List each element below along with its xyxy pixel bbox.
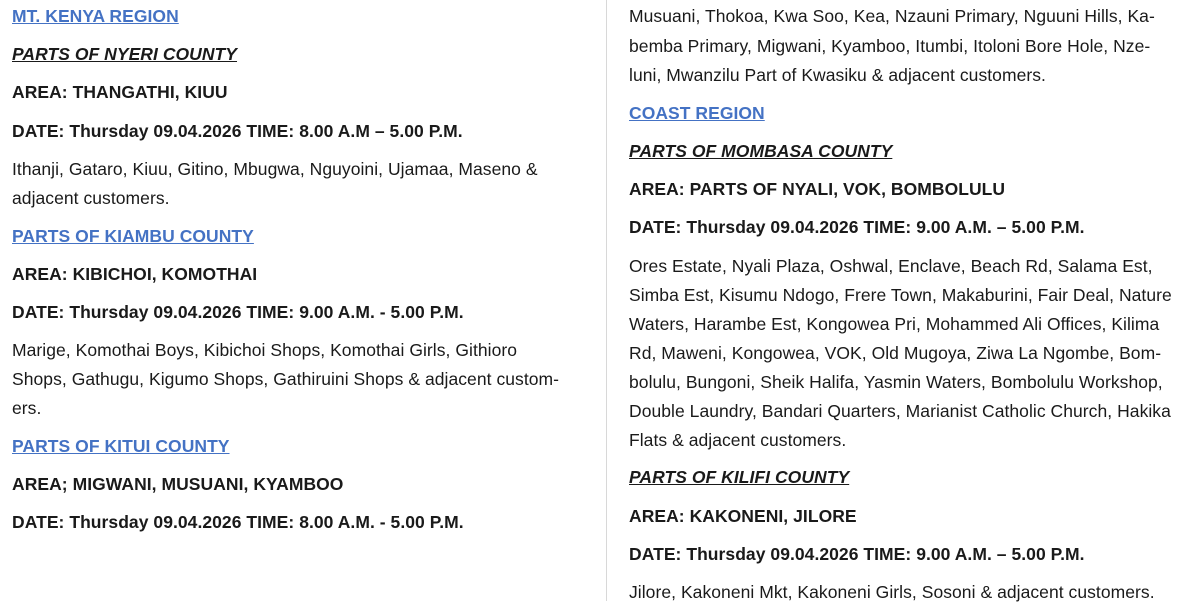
places-line-mombasa: Double Laundry, Bandari Quarters, Marianist Catholic Church, Hakika bbox=[629, 401, 1171, 421]
area-line-kiambu: AREA: KIBICHOI, KOMOTHAI bbox=[12, 264, 258, 284]
date-line-nyeri: DATE: Thursday 09.04.2026 TIME: 8.00 A.M – 5.00 P.M. bbox=[12, 121, 463, 141]
places-line-kiambu: ers. bbox=[12, 398, 42, 418]
places-line-mombasa: Simba Est, Kisumu Ndogo, Frere Town, Makaburini, Fair Deal, Nature bbox=[629, 285, 1172, 305]
date-line-mombasa: DATE: Thursday 09.04.2026 TIME: 9.00 A.M. – 5.00 P.M. bbox=[629, 217, 1085, 237]
places-line-kitui: Musuani, Thokoa, Kwa Soo, Kea, Nzauni Primary, Nguuni Hills, Ka- bbox=[629, 6, 1155, 26]
places-line-kitui: luni, Mwanzilu Part of Kwasiku & adjacent customers. bbox=[629, 65, 1046, 85]
area-line-mombasa: AREA: PARTS OF NYALI, VOK, BOMBOLULU bbox=[629, 179, 1006, 199]
places-line-mombasa: Ores Estate, Nyali Plaza, Oshwal, Enclave, Beach Rd, Salama Est, bbox=[629, 256, 1153, 276]
region-heading-mt-kenya[interactable]: MT. KENYA REGION bbox=[12, 6, 179, 26]
county-heading-mombasa: PARTS OF MOMBASA COUNTY bbox=[629, 141, 893, 161]
region-heading-coast[interactable]: COAST REGION bbox=[629, 103, 765, 123]
places-line-kilifi: Jilore, Kakoneni Mkt, Kakoneni Girls, Sosoni & adjacent customers. bbox=[629, 582, 1155, 602]
area-line-kitui: AREA; MIGWANI, MUSUANI, KYAMBOO bbox=[12, 474, 344, 494]
date-line-kitui: DATE: Thursday 09.04.2026 TIME: 8.00 A.M. - 5.00 P.M. bbox=[12, 512, 464, 532]
county-heading-kitui[interactable]: PARTS OF KITUI COUNTY bbox=[12, 436, 230, 456]
places-line-mombasa: bolulu, Bungoni, Sheik Halifa, Yasmin Waters, Bombolulu Workshop, bbox=[629, 372, 1163, 392]
county-heading-kilifi: PARTS OF KILIFI COUNTY bbox=[629, 467, 850, 487]
places-line-kitui: bemba Primary, Migwani, Kyamboo, Itumbi, Itoloni Bore Hole, Nze- bbox=[629, 36, 1151, 56]
date-line-kiambu: DATE: Thursday 09.04.2026 TIME: 9.00 A.M. - 5.00 P.M. bbox=[12, 302, 464, 322]
places-line-kiambu: Marige, Komothai Boys, Kibichoi Shops, Komothai Girls, Githioro bbox=[12, 340, 518, 360]
places-line-mombasa: Waters, Harambe Est, Kongowea Pri, Mohammed Ali Offices, Kilima bbox=[629, 314, 1160, 334]
places-line-nyeri: Ithanji, Gataro, Kiuu, Gitino, Mbugwa, Nguyoini, Ujamaa, Maseno & bbox=[12, 159, 538, 179]
date-line-kilifi: DATE: Thursday 09.04.2026 TIME: 9.00 A.M. – 5.00 P.M. bbox=[629, 544, 1085, 564]
places-line-nyeri: adjacent customers. bbox=[12, 188, 170, 208]
county-heading-kiambu[interactable]: PARTS OF KIAMBU COUNTY bbox=[12, 226, 254, 246]
places-line-mombasa: Flats & adjacent customers. bbox=[629, 430, 847, 450]
places-line-kiambu: Shops, Gathugu, Kigumo Shops, Gathiruini Shops & adjacent custom- bbox=[12, 369, 560, 389]
area-line-nyeri: AREA: THANGATHI, KIUU bbox=[12, 82, 228, 102]
places-line-mombasa: Rd, Maweni, Kongowea, VOK, Old Mugoya, Ziwa La Ngombe, Bom- bbox=[629, 343, 1162, 363]
county-heading-nyeri: PARTS OF NYERI COUNTY bbox=[12, 44, 238, 64]
column-divider bbox=[606, 0, 607, 601]
area-line-kilifi: AREA: KAKONENI, JILORE bbox=[629, 506, 857, 526]
